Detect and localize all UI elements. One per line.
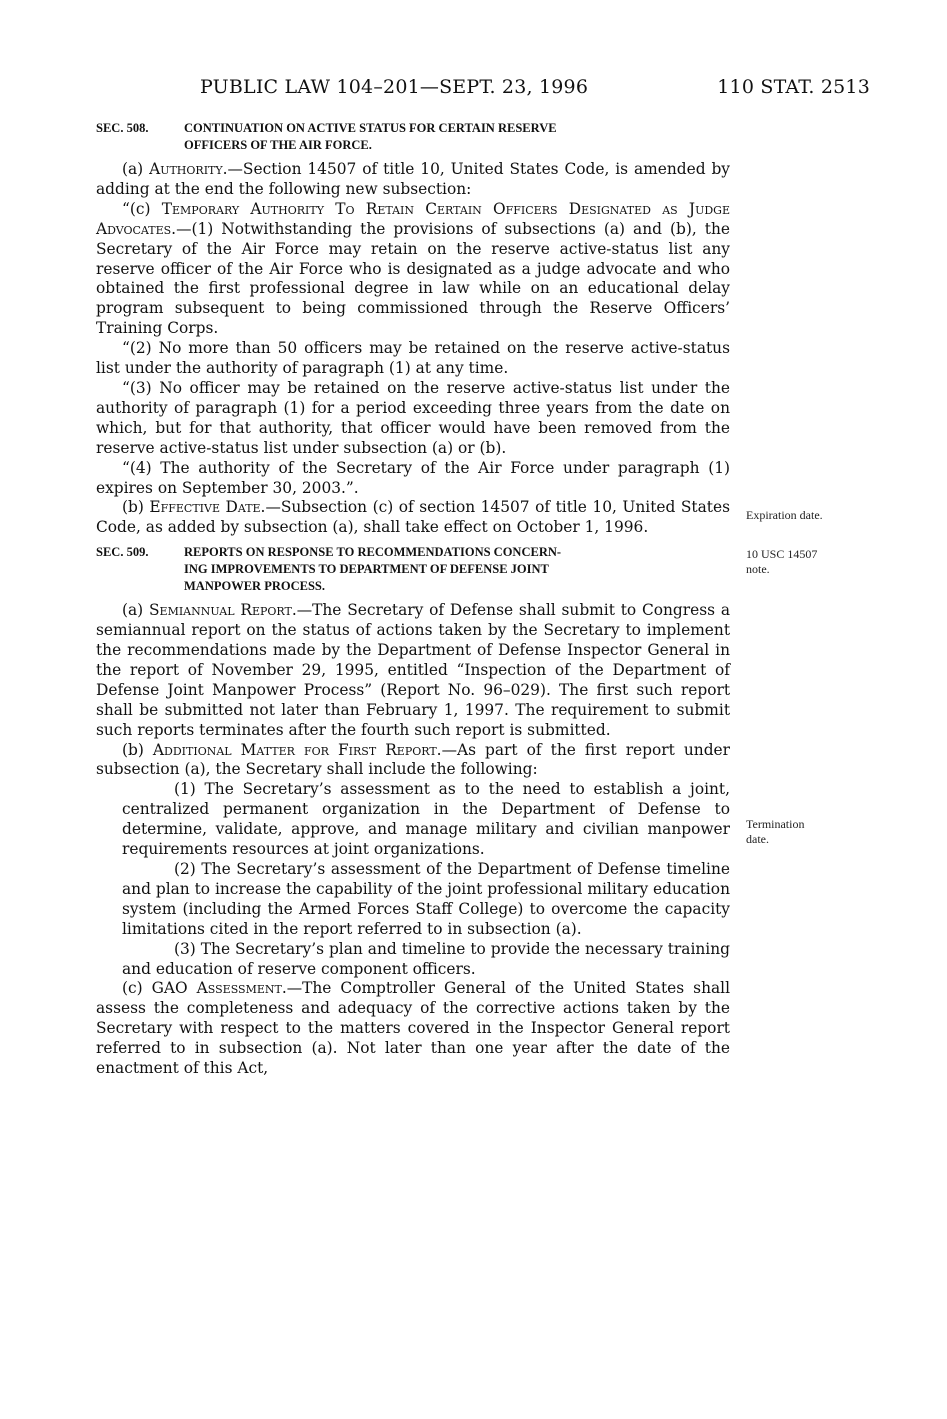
section-title-line: OFFICERS OF THE AIR FORCE. <box>184 138 372 152</box>
margin-note-expiration: Expiration date. <box>746 508 823 522</box>
margin-note-termination: Termination date. <box>746 817 805 846</box>
subsection-heading: Temporary Authority To Retain Certain Officers Designated as Judge Advocates. <box>96 199 730 238</box>
section-509-heading <box>96 544 730 595</box>
subsection-509-c: (c) GAO Assessment.—The Comptroller General of the United States shall assess the completeness and adequacy of the corrective actions taken by the Secretary with respect to the matters covered in the Inspector General report referred to in subsection (a). Not later than one year after the date of the enactment of this Act, <box>96 979 730 1078</box>
subsection-heading: Authority. <box>149 160 228 178</box>
margin-note-usc: 10 USC 14507 note. <box>746 547 818 576</box>
main-text-column <box>96 120 730 1079</box>
statute-page-number: 110 STAT. 2513 <box>717 76 870 98</box>
section-number: SEC. 509. <box>96 545 149 560</box>
section-title-line: MANPOWER PROCESS. <box>184 579 325 594</box>
paragraph-508-2: “(2) No more than 50 officers may be retained on the reserve active-status list under the authority of paragraph (1) at any time. <box>96 339 730 378</box>
section-title-line: CONTINUATION ON ACTIVE STATUS FOR CERTAIN RESERVE <box>184 121 557 135</box>
section-title-line: REPORTS ON RESPONSE TO RECOMMENDATIONS CONCERN- <box>184 545 562 560</box>
paragraph-509-b-3: (3) The Secretary’s plan and timeline to provide the necessary training and education of reserve component officers. <box>122 939 730 978</box>
public-law-citation: PUBLIC LAW 104–201—SEPT. 23, 1996 <box>200 76 589 98</box>
paragraph-508-3: “(3) No officer may be retained on the reserve active-status list under the authority of paragraph (1) for a period exceeding three years from the date on which, but for that authority, that officer would have been removed from the reserve active-status list under subsection (a) or (b). <box>96 378 730 457</box>
paragraph-508-4: “(4) The authority of the Secretary of the Air Force under paragraph (1) expires on September 30, 2003.”. <box>96 458 730 497</box>
subsection-508-a-c: “(c) Temporary Authority To Retain Certain Officers Designated as Judge Advocates.—(1) Notwithstanding the provisions of subsections (a) and (b), the Secretary of the Air Force may retain on the reserve active-status list any reserve officer of the Air Force who is designated as a judge advocate and who obtained the first professional degree in law while on an educational delay program subsequent to being commissioned through the Reserve Officers’ Training Corps. <box>96 199 730 338</box>
section-title-line: ING IMPROVEMENTS TO DEPARTMENT OF DEFENSE JOINT <box>184 562 549 577</box>
subsection-heading: GAO Assessment. <box>151 979 287 998</box>
running-header <box>200 76 870 104</box>
subsection-508-a: (a) Authority.—Section 14507 of title 10, United States Code, is amended by adding at the end the following new subsection: <box>96 160 730 198</box>
section-508-heading <box>96 120 730 154</box>
subsection-509-b: (b) Additional Matter for First Report.—As part of the first report under subsection (a), the Secretary shall include the following: <box>96 740 731 779</box>
subsection-508-b: (b) Effective Date.—Subsection (c) of section 14507 of title 10, United States Code, as added by subsection (a), shall take effect on October 1, 1996. <box>96 498 730 537</box>
paragraph-509-b-2: (2) The Secretary’s assessment of the Department of Defense timeline and plan to increase the capability of the joint professional military education system (including the Armed Forces Staff College) to overcome the capacity limitations cited in the report referred to in subsection (a). <box>122 860 730 938</box>
subsection-heading: Additional Matter for First Report. <box>152 740 442 759</box>
subsection-heading: Semiannual Report. <box>149 601 297 620</box>
subsection-heading: Effective Date. <box>149 498 266 517</box>
section-number: SEC. 508. <box>96 121 149 135</box>
subsection-509-a: (a) Semiannual Report.—The Secretary of Defense shall submit to Congress a semiannual report on the status of actions taken by the Secretary to implement the recommendations made by the Department of Defense Inspector General in the report of November 29, 1995, entitled “Inspection of the Department of Defense Joint Manpower Process” (Report No. 96–029). The first such report shall be submitted not later than February 1, 1997. The requirement to submit such reports terminates after the fourth such report is submitted. <box>96 601 730 739</box>
paragraph-509-b-1: (1) The Secretary’s assessment as to the need to establish a joint, centralized permanent organization in the Department of Defense to determine, validate, approve, and manage military and civilian manpower requirements resources at joint organizations. <box>122 780 730 859</box>
